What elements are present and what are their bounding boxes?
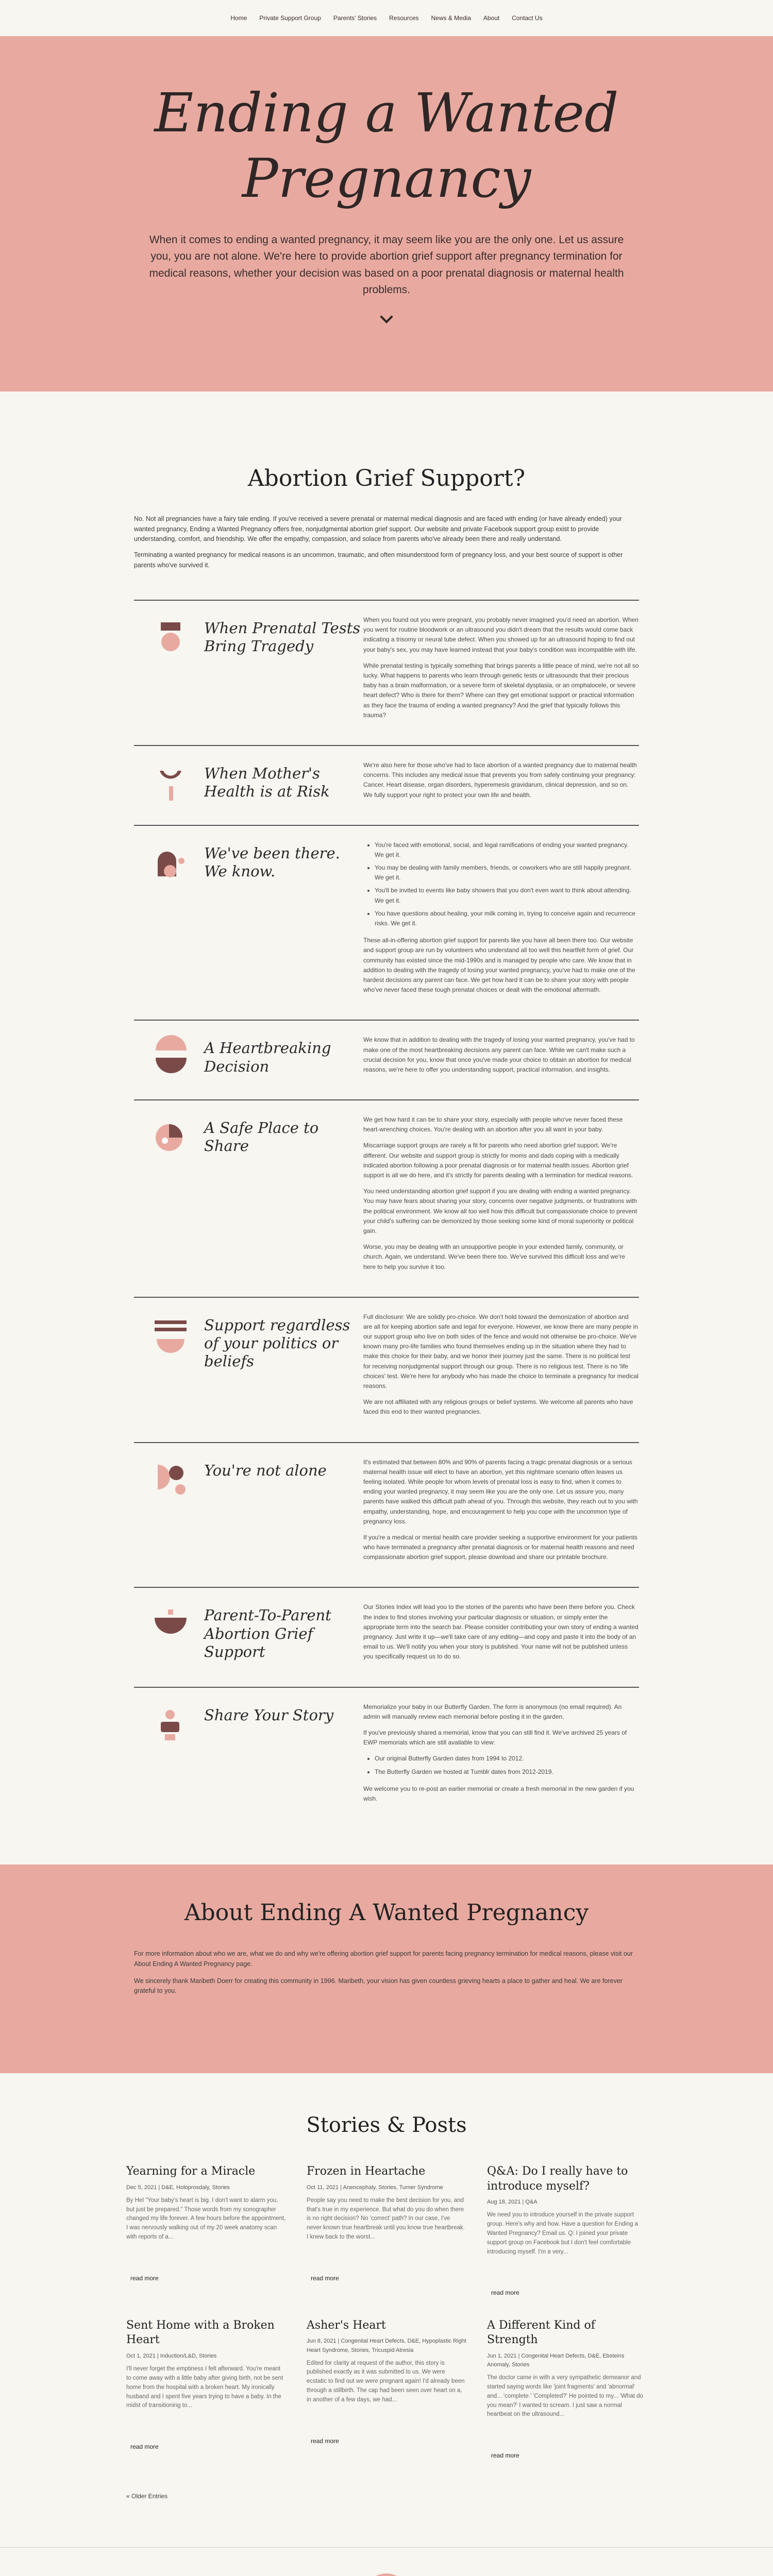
section-illustration-icon (149, 1115, 192, 1157)
section-paragraph: When you found out you were pregnant, you probably never imagined you'd need an abortion. When you went for routine bloodwork or an ultrasound you didn't dream that the results would come back indicating a trisomy or neural tube defect. When you showed up for an ultrasound hoping to find out your baby's sex, you may have learned instead that your baby's condition was incompatible with life. (363, 616, 638, 653)
stories-title: Stories & Posts (306, 2113, 467, 2138)
section-title: Parent-To-Parent Abortion Grief Support (204, 1606, 331, 1661)
read-more-link[interactable]: read more (311, 2274, 339, 2282)
info-section (134, 1587, 639, 1686)
nav-item[interactable]: Home (230, 14, 247, 22)
story-excerpt: Edited for clarity at request of the author, this story is published exactly as it was submitted to us. We were ecstatic to find out we were pregnant again! I'd already been through a stillbirth. The cap had been seen over heart on a, in another of a few days, we had... (307, 2360, 465, 2403)
section-paragraph: Miscarriage support groups are rarely a fit for parents who need abortion grief support. We're different. Our website and support group is strictly for moms and dads coping with a medically indicated abortion following a poor prenatal diagnosis or for maternal health issues. Abortion grief support is all we do here, and it's strictly for parents dealing with a termination for medical reasons. (363, 1142, 633, 1179)
section-paragraph: If you've previously shared a memorial, know that you can still find it. We've archived 25 years of EWP memorials which are still available to view: (363, 1728, 627, 1747)
section-paragraph: Our Stories Index will lead you to the stories of the parents who have been there before you. Check the index to find stories involving your particular diagnosis or situation, or simply enter the appropriate term into the search bar. Please consider contributing your own story of ending a wanted pregnancy. Just write it up—we'll take care of any editing—and copy and paste it into the body of an email to us. We'll notify you when your story is published. Your name will not be published unless you specifically request us to do so. (363, 1603, 638, 1660)
section-illustration-icon (149, 1702, 192, 1744)
page-title: Ending a Wanted Pregnancy (154, 81, 619, 210)
nav-item[interactable]: Private Support Group (259, 14, 321, 22)
list-item: • Our original Butterfly Garden dates from 1994 to 2012. (375, 1754, 639, 1764)
section-paragraph: Full disclosure: We are solidly pro-choice. We don't hold toward the demonization of abortion and are all for keeping abortion safe and legal for everyone. However, we know there are many people in our support group who live on both sides of the fence and would not otherwise be pro-choice. We've known many pro-life families who found themselves ending up in the situation where they had to make this choice for their baby, and we honor their journey just the same. There is no political test for receiving nonjudgmental support through our group. There is no religious test. There is no 'life choices' test. We're here for anybody who has made the choice to terminate a pregnancy for medical reasons. (363, 1313, 638, 1389)
section-title: You're not alone (204, 1461, 327, 1479)
story-meta: Oct 1, 2021 | Induction/L&D, Stories (126, 2353, 217, 2360)
section-paragraph: You need understanding abortion grief support if you are dealing with ending a wanted pregnancy. You may have fears about sharing your story, concerns over negative judgments, or frustrations with the political environment. We know all too well how this difficult but compassionate choice to prevent your child's suffering can be demonized by those seeking some kind of moral superiority or political gain. (363, 1188, 637, 1234)
story-title[interactable]: Q&A: Do I really have to introduce myself? (487, 2165, 628, 2193)
main-nav (0, 0, 773, 36)
about-paragraph: No. Not all pregnancies have a fairy tale ending. If you've received a severe prenatal or maternal medical diagnosis and are faced with ending (or have already ended) your wanted pregnancy, Ending a Wanted Pregnancy offers free, nonjudgmental abortion grief support. Our website and private Facebook support group exist to provide understanding, comfort, and friendship. We offer the empathy, compassion, and solace from parents who've already been there and really understand. (134, 515, 622, 543)
band-paragraph: For more information about who we are, what we do and why we're offering abortion grief support for parents facing pregnancy termination for medical reasons, please visit our About Ending A Wanted Pregnancy page. (134, 1950, 633, 1968)
section-paragraph: It's estimated that between 80% and 90% of parents facing a tragic prenatal diagnosis or a serious maternal health issue will elect to have an abortion, yet this nightmare scenario often leaves us feeling isolated. While people for whom levels of prenatal loss is easy to find, when it comes to ending your wanted pregnancy, it may seem like you are the only one. Let us assure you, many parents have walked this difficult path ahead of you. Through this website, they reach out to you with empathy, understanding, hope, and encouragement to help you cope with the uncommon type of pregnancy loss. (363, 1458, 638, 1525)
read-more-link[interactable]: read more (491, 2289, 519, 2297)
section-paragraph: These all-in-offering abortion grief support for parents like you have all been there too. Our website and support group are run by volunteers who understand all too well this heartfelt form of grief. Our community has existed since the mid-1990s and is managed by people who care. We know that in addition to dealing with the tragedy of losing your wanted pregnancy, you've had to make one of the hardest decisions any parent can face. We get how hard it can be to share your story with people who've never faced these tough prenatal choices or dealt with the emotional aftermath. (363, 937, 635, 994)
story-card (487, 2318, 647, 2461)
info-section (134, 1687, 639, 1829)
list-item: • You may be dealing with family members, friends, or coworkers who are still happily pregnant. We get it. (375, 863, 639, 883)
info-section (134, 600, 639, 745)
story-excerpt: We need you to introduce yourself in the private support group. Here's why and how. Have a question for Ending a Wanted Pregnancy? Email us. Q: I joined your private support group on Facebook but I don't feel comfortable introducing myself. I'm a very... (487, 2212, 638, 2255)
nav-item[interactable]: About (483, 14, 500, 22)
read-more-link[interactable]: read more (130, 2274, 159, 2282)
nav-item[interactable]: Contact Us (512, 14, 543, 22)
section-illustration-icon (149, 760, 192, 803)
story-excerpt: People say you need to make the best decision for you, and that's true in my experience. But what do you do when there is no right decision? No 'correct' path? In our case, I've never known true heartbreak until you know true heartbreak. I knew back to the worst... (307, 2197, 465, 2240)
about-band (0, 1865, 773, 2073)
list-item: • You're faced with emotional, social, and legal ramifications of ending your wanted pregnancy. We get it. (375, 840, 639, 860)
section-list (375, 1754, 639, 1776)
section-paragraph: We welcome you to re-post an earlier memorial or create a fresh memorial in the new garden if you wish. (363, 1785, 634, 1802)
section-title: Support regardless of your politics or beliefs (204, 1316, 350, 1370)
story-excerpt: By Hel "Your baby's heart is big. I don't want to alarm you, but just be prepared." Those words from my sonographer changed my life forever. A few hours before the appointment, I was nervously walking out of my 20 week anatomy scan with reports of a... (126, 2197, 286, 2240)
info-section (134, 1442, 639, 1587)
section-title: When Prenatal Tests Bring Tragedy (204, 619, 361, 655)
section-illustration-icon (149, 615, 192, 657)
section-paragraph: While prenatal testing is typically something that brings parents a little peace of mind, we're not all so lucky. What happens to parents who learn through genetic tests or ultrasounds that their precious baby has a brain malformation, or a severe form of skeletal dysplasia, or an omphalocele, or severe heart defect? Who is there for them? Where can they get emotional support or practical information as they face the trauma of ending a wanted pregnancy? And the grief that typically follows this trauma? (363, 662, 639, 719)
list-item: • The Butterfly Garden we hosted at Tumblr dates from 2012-2019. (375, 1767, 639, 1777)
story-card (487, 2164, 647, 2298)
section-title: When Mother's Health is at Risk (204, 764, 330, 801)
older-entries-link[interactable]: « Older Entries (126, 2492, 168, 2500)
story-title[interactable]: Asher's Heart (307, 2318, 386, 2332)
story-title[interactable]: Yearning for a Miracle (126, 2165, 256, 2178)
story-card (126, 2318, 286, 2461)
section-paragraph: Worse, you may be dealing with an unsupportive people in your extended family, community, or church. Again, we understand. We've been there too. We've survived this difficult loss and we're here to help you survive it too. (363, 1243, 625, 1270)
stories-section (126, 2073, 647, 2501)
story-excerpt: The doctor came in with a very sympathetic demeanor and started saying words like 'joint fragments' and 'abnormal' and... 'complete.' 'Completed?' He pointed to my... 'What do you mean?' I wanted to scream. I just saw a normal heartbeat on the ultrasound... (487, 2375, 643, 2418)
footer (0, 2547, 773, 2576)
story-card (126, 2164, 286, 2298)
section-title: A Heartbreaking Decision (204, 1039, 331, 1075)
section-list (375, 840, 639, 929)
band-title: About Ending A Wanted Pregnancy (184, 1900, 589, 1926)
section-paragraph: We know that in addition to dealing with the tragedy of losing your wanted pregnancy, you've had to make one of the most heartbreaking decisions any parent can face. While we can't make such a crucial decision for you, know that once you've made your choice to obtain an abortion for medical reasons, we're here to offer you understanding support, practical information, and insights. (363, 1036, 635, 1073)
story-meta: Aug 18, 2021 | Q&A (487, 2199, 537, 2206)
story-title[interactable]: Frozen in Heartache (307, 2165, 426, 2178)
nav-item[interactable]: Resources (389, 14, 419, 22)
story-meta: Jun 1, 2021 | Congenital Heart Defects, D&E, Ebsteins Anomaly, Stories (487, 2353, 625, 2368)
list-item: • You'll be invited to events like baby showers that you don't even want to think about attending. We get it. (375, 886, 639, 905)
story-meta: Oct 11, 2021 | Anencephaly, Stories, Turner Syndrome (307, 2184, 443, 2191)
story-meta: Dec 5, 2021 | D&E, Holoprosdaly, Stories (126, 2184, 230, 2191)
section-paragraph: We get how hard it can be to share your story, especially with people who've never faced these heart-wrenching choices. You're dealing with an abortion after you all want in your baby. (363, 1116, 623, 1133)
info-section (134, 825, 639, 1020)
info-section (134, 1297, 639, 1442)
section-paragraph: Memorialize your baby in our Butterfly Garden. The form is anonymous (no email required). An admin will manually review each memorial before posting it in the garden. (363, 1703, 622, 1720)
section-paragraph: We are not affiliated with any religious groups or belief systems. We welcome all parents who have faced this end to their wanted pregnancies. (363, 1398, 633, 1416)
hero (0, 36, 773, 392)
read-more-link[interactable]: read more (311, 2437, 339, 2445)
info-section (134, 745, 639, 825)
band-paragraph: We sincerely thank Maribeth Doerr for creating this community in 1996. Maribeth, your vision has given countless grieving hearts a place to gather and heal. We are forever grateful to you. (134, 1977, 623, 1995)
about-paragraph: Terminating a wanted pregnancy for medical reasons is an uncommon, traumatic, and often misunderstood form of pregnancy loss, and your best source of support is other parents who've survived it. (134, 551, 623, 569)
nav-item[interactable]: News & Media (431, 14, 471, 22)
hero-text: When it comes to ending a wanted pregnancy, it may seem like you are the only one. Let us assure you, you are not alone. We're here to provide abortion grief support after pregnancy termination for medical reasons, whether your decision was based on a poor prenatal diagnosis or maternal health problems. (149, 233, 624, 296)
story-title[interactable]: A Different Kind of Strength (487, 2318, 595, 2347)
section-illustration-icon (149, 1312, 192, 1354)
story-title[interactable]: Sent Home with a Broken Heart (126, 2318, 275, 2347)
section-paragraph: If you're a medical or mental health care provider seeking a supportive environment for your patients who have terminated a pregnancy after prenatal diagnosis or for maternal health reasons and need compassionate abortion grief support, please download and share our printable brochure. (363, 1533, 637, 1561)
chevron-down-icon[interactable] (380, 310, 393, 323)
about-title: Abortion Grief Support? (247, 465, 526, 492)
nav-item[interactable]: Parents' Stories (333, 14, 377, 22)
read-more-link[interactable]: read more (491, 2452, 519, 2460)
info-section (134, 1099, 639, 1297)
section-title: A Safe Place to Share (204, 1119, 319, 1155)
section-title: Share Your Story (204, 1706, 334, 1724)
read-more-link[interactable]: read more (130, 2443, 159, 2451)
section-illustration-icon (149, 840, 192, 883)
story-meta: Jun 8, 2021 | Congenital Heart Defects, D&E, Hypoplastic Right Heart Syndrome, Stories, Tricuspid Atresia (307, 2338, 466, 2353)
about-section (134, 392, 639, 600)
section-illustration-icon (149, 1602, 192, 1645)
info-section (134, 1020, 639, 1099)
list-item: • You have questions about healing, your milk coming in, trying to conceive again and recurrence risks. We get it. (375, 909, 639, 928)
story-excerpt: I'll never forget the emptiness I felt afterward. You're meant to come away with a little baby after giving birth, not be sent home from the hospital with a broken heart. My ironically husband and I spent five years trying to have a baby. In the midst of transitioning to... (126, 2366, 283, 2409)
site-logo[interactable] (363, 2573, 410, 2576)
story-card (307, 2318, 466, 2461)
section-paragraph: We're also here for those who've had to face abortion of a wanted pregnancy due to maternal health concerns. This includes any medical issue that prevents you from safely continuing your pregnancy: Cancer. Heart disease, organ disorders, hyperemesis gravidarum, clinical depression, and so on. We fully support your right to protect your own life and health. (363, 761, 637, 799)
section-title: We've been there. We know. (204, 844, 340, 880)
section-illustration-icon (149, 1035, 192, 1077)
story-card (307, 2164, 466, 2298)
section-illustration-icon (149, 1458, 192, 1500)
